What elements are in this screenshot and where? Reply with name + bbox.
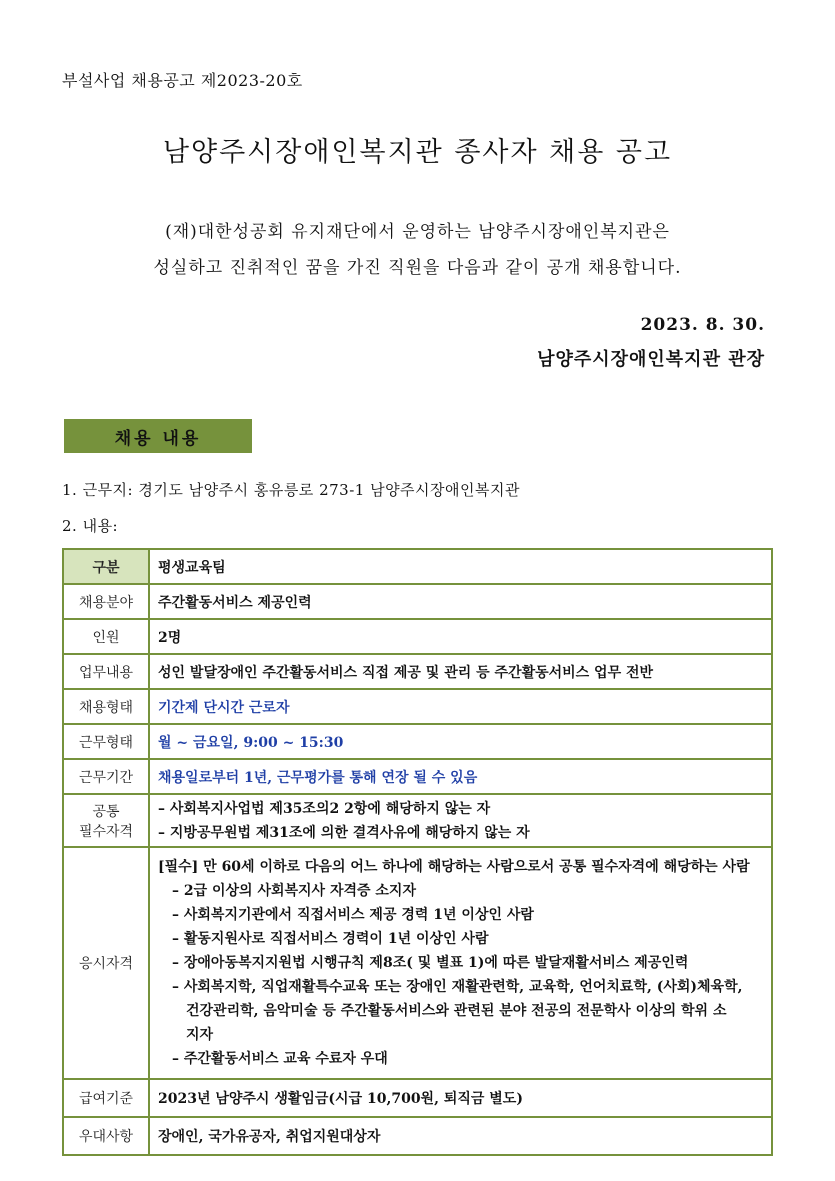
table-row-field	[63, 584, 772, 619]
headcount-value: 2명	[149, 619, 772, 654]
table-row-common-requirements	[63, 794, 772, 847]
table-row-work-hours	[63, 724, 772, 759]
notice-number: 부설사업 채용공고 제2023-20호	[62, 71, 303, 90]
employment-type-value: 기간제 단시간 근로자	[149, 689, 772, 724]
list-item: – 장애아동복지지원법 시행규칙 제8조( 및 별표 1)에 따른 발달재활서비스 제공인력	[172, 955, 689, 971]
duties-label: 업무내용	[63, 654, 149, 689]
qualifications-lead: [필수] 만 60세 이하로 다음의 어느 하나에 해당하는 사람으로서 공통 필수자격에 해당하는 사람	[158, 859, 750, 875]
division-value: 평생교육팀	[149, 549, 772, 584]
content-item: 2. 내용:	[62, 517, 119, 535]
list-item: – 사회복지기관에서 직접서비스 제공 경력 1년 이상인 사람	[172, 907, 534, 923]
field-value: 주간활동서비스 제공인력	[149, 584, 772, 619]
intro-line-1: (재)대한성공회 유지재단에서 운영하는 남양주시장애인복지관은	[165, 222, 670, 242]
preference-label: 우대사항	[63, 1117, 149, 1155]
list-item-continuation: 건강관리학, 음악미술 등 주간활동서비스와 관련된 분야 전공의 전문학사 이상의 학위 소	[186, 1003, 727, 1019]
page-title: 남양주시장애인복지관 종사자 채용 공고	[162, 137, 673, 168]
table-row-qualifications	[63, 847, 772, 1079]
table-row-work-period	[63, 759, 772, 794]
common-req-value	[149, 794, 772, 847]
section-banner: 채용 내용	[64, 419, 252, 453]
intro-line-2: 성실하고 진취적인 꿈을 가진 직원을 다음과 같이 공개 채용합니다.	[153, 258, 682, 278]
list-item: – 주간활동서비스 교육 수료자 우대	[172, 1051, 388, 1067]
salary-label: 급여기준	[63, 1079, 149, 1117]
duties-value: 성인 발달장애인 주간활동서비스 직접 제공 및 관리 등 주간활동서비스 업무 전반	[149, 654, 772, 689]
table-row-duties	[63, 654, 772, 689]
table-row-preference	[63, 1117, 772, 1155]
list-item: – 활동지원사로 직접서비스 경력이 1년 이상인 사람	[172, 931, 489, 947]
field-label: 채용분야	[63, 584, 149, 619]
notice-date: 2023. 8. 30.	[640, 315, 765, 335]
table-row-division	[63, 549, 772, 584]
common-req-label-line-2: 필수자격	[78, 823, 134, 840]
list-item: – 사회복지사업법 제35조의2 2항에 해당하지 않는 자	[158, 800, 491, 817]
employment-type-label: 채용형태	[63, 689, 149, 724]
recruitment-table	[62, 548, 773, 1156]
work-period-value: 채용일로부터 1년, 근무평가를 통해 연장 될 수 있음	[149, 759, 772, 794]
common-req-label	[63, 794, 149, 847]
salary-value: 2023년 남양주시 생활임금(시급 10,700원, 퇴직금 별도)	[149, 1079, 772, 1117]
qualifications-value	[149, 847, 772, 1079]
table-row-employment-type	[63, 689, 772, 724]
work-period-label: 근무기간	[63, 759, 149, 794]
issuer-signature: 남양주시장애인복지관 관장	[537, 349, 765, 370]
table-row-headcount	[63, 619, 772, 654]
common-req-label-line-1: 공통	[92, 803, 120, 820]
work-hours-label: 근무형태	[63, 724, 149, 759]
list-item: – 2급 이상의 사회복지사 자격증 소지자	[172, 883, 416, 899]
division-label: 구분	[63, 549, 149, 584]
work-hours-value: 월 ~ 금요일, 9:00 ~ 15:30	[149, 724, 772, 759]
qualifications-label: 응시자격	[63, 847, 149, 1079]
list-item-continuation: 지자	[186, 1027, 214, 1043]
headcount-label: 인원	[63, 619, 149, 654]
list-item: – 지방공무원법 제31조에 의한 결격사유에 해당하지 않는 자	[158, 824, 530, 841]
workplace-item: 1. 근무지: 경기도 남양주시 홍유릉로 273-1 남양주시장애인복지관	[62, 481, 520, 499]
table-row-salary	[63, 1079, 772, 1117]
list-item: – 사회복지학, 직업재활특수교육 또는 장애인 재활관련학, 교육학, 언어치료학, (사회)체육학,	[172, 979, 743, 995]
preference-value: 장애인, 국가유공자, 취업지원대상자	[149, 1117, 772, 1155]
